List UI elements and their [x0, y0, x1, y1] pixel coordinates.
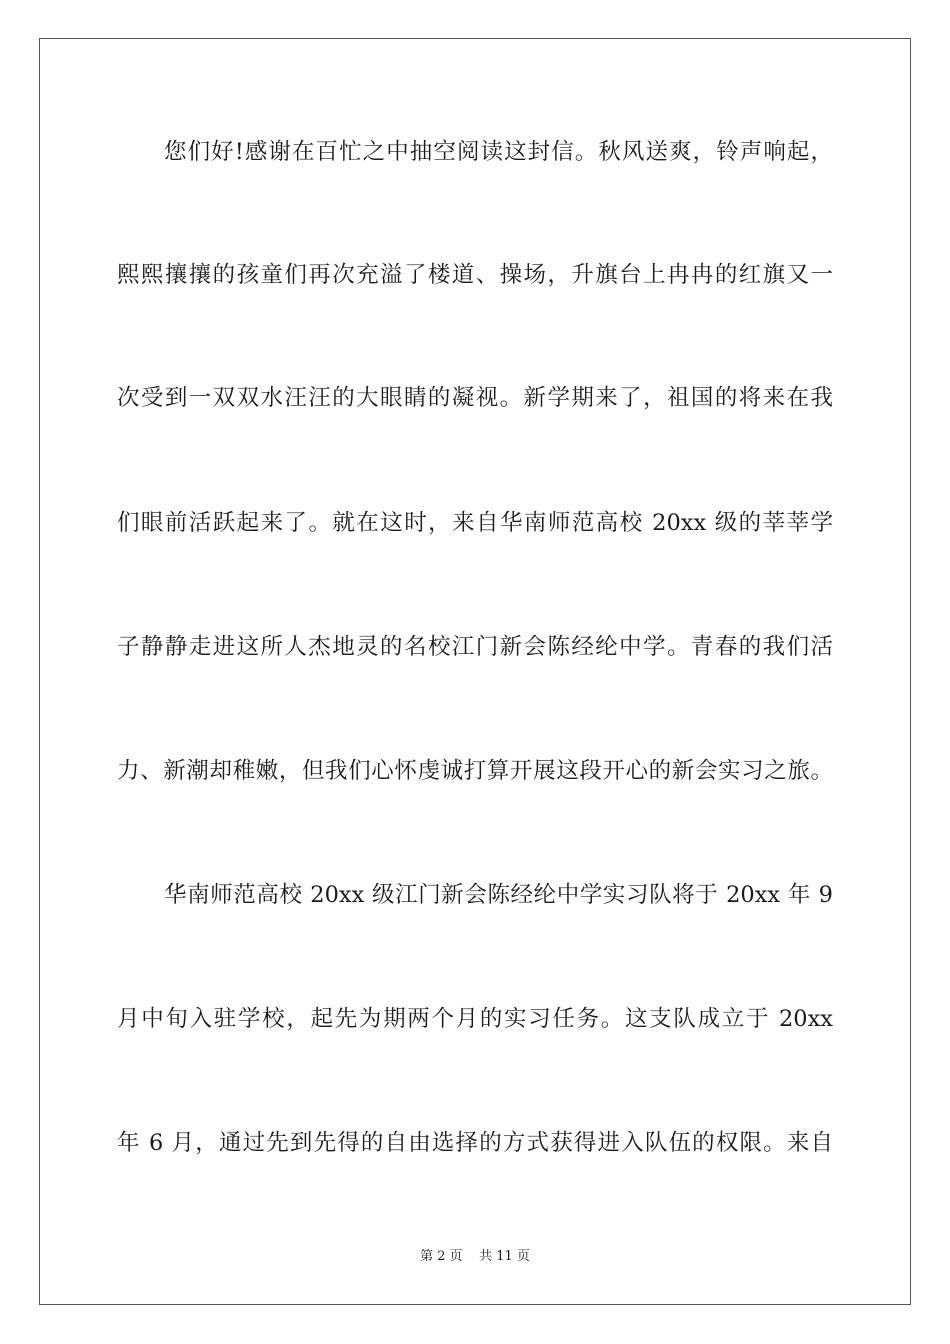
paragraph-line: 们眼前活跃起来了。就在这时，来自华南师范高校 20xx 级的莘莘学 — [117, 510, 833, 536]
paragraph-line: 次受到一双双水汪汪的大眼睛的凝视。新学期来了，祖国的将来在我 — [117, 385, 833, 411]
paragraph-line: 熙熙攘攘的孩童们再次充溢了楼道、操场，升旗台上冉冉的红旗又一 — [117, 262, 833, 288]
paragraph-line: 力、新潮却稚嫩，但我们心怀虔诚打算开展这段开心的新会实习之旅。 — [117, 758, 833, 784]
paragraph-line: 年 6 月，通过先到先得的自由选择的方式获得进入队伍的权限。来自 — [117, 1130, 833, 1156]
paragraph-line: 您们好!感谢在百忙之中抽空阅读这封信。秋风送爽，铃声响起， — [164, 139, 833, 165]
paragraph-line: 月中旬入驻学校，起先为期两个月的实习任务。这支队成立于 20xx — [117, 1006, 833, 1032]
paragraph-line: 子静静走进这所人杰地灵的名校江门新会陈经纶中学。青春的我们活 — [117, 634, 833, 660]
page-number-footer: 第 2 页 共 11 页 — [420, 1249, 530, 1264]
paragraph-line: 华南师范高校 20xx 级江门新会陈经纶中学实习队将于 20xx 年 9 — [164, 882, 833, 908]
page-frame — [39, 38, 911, 1305]
